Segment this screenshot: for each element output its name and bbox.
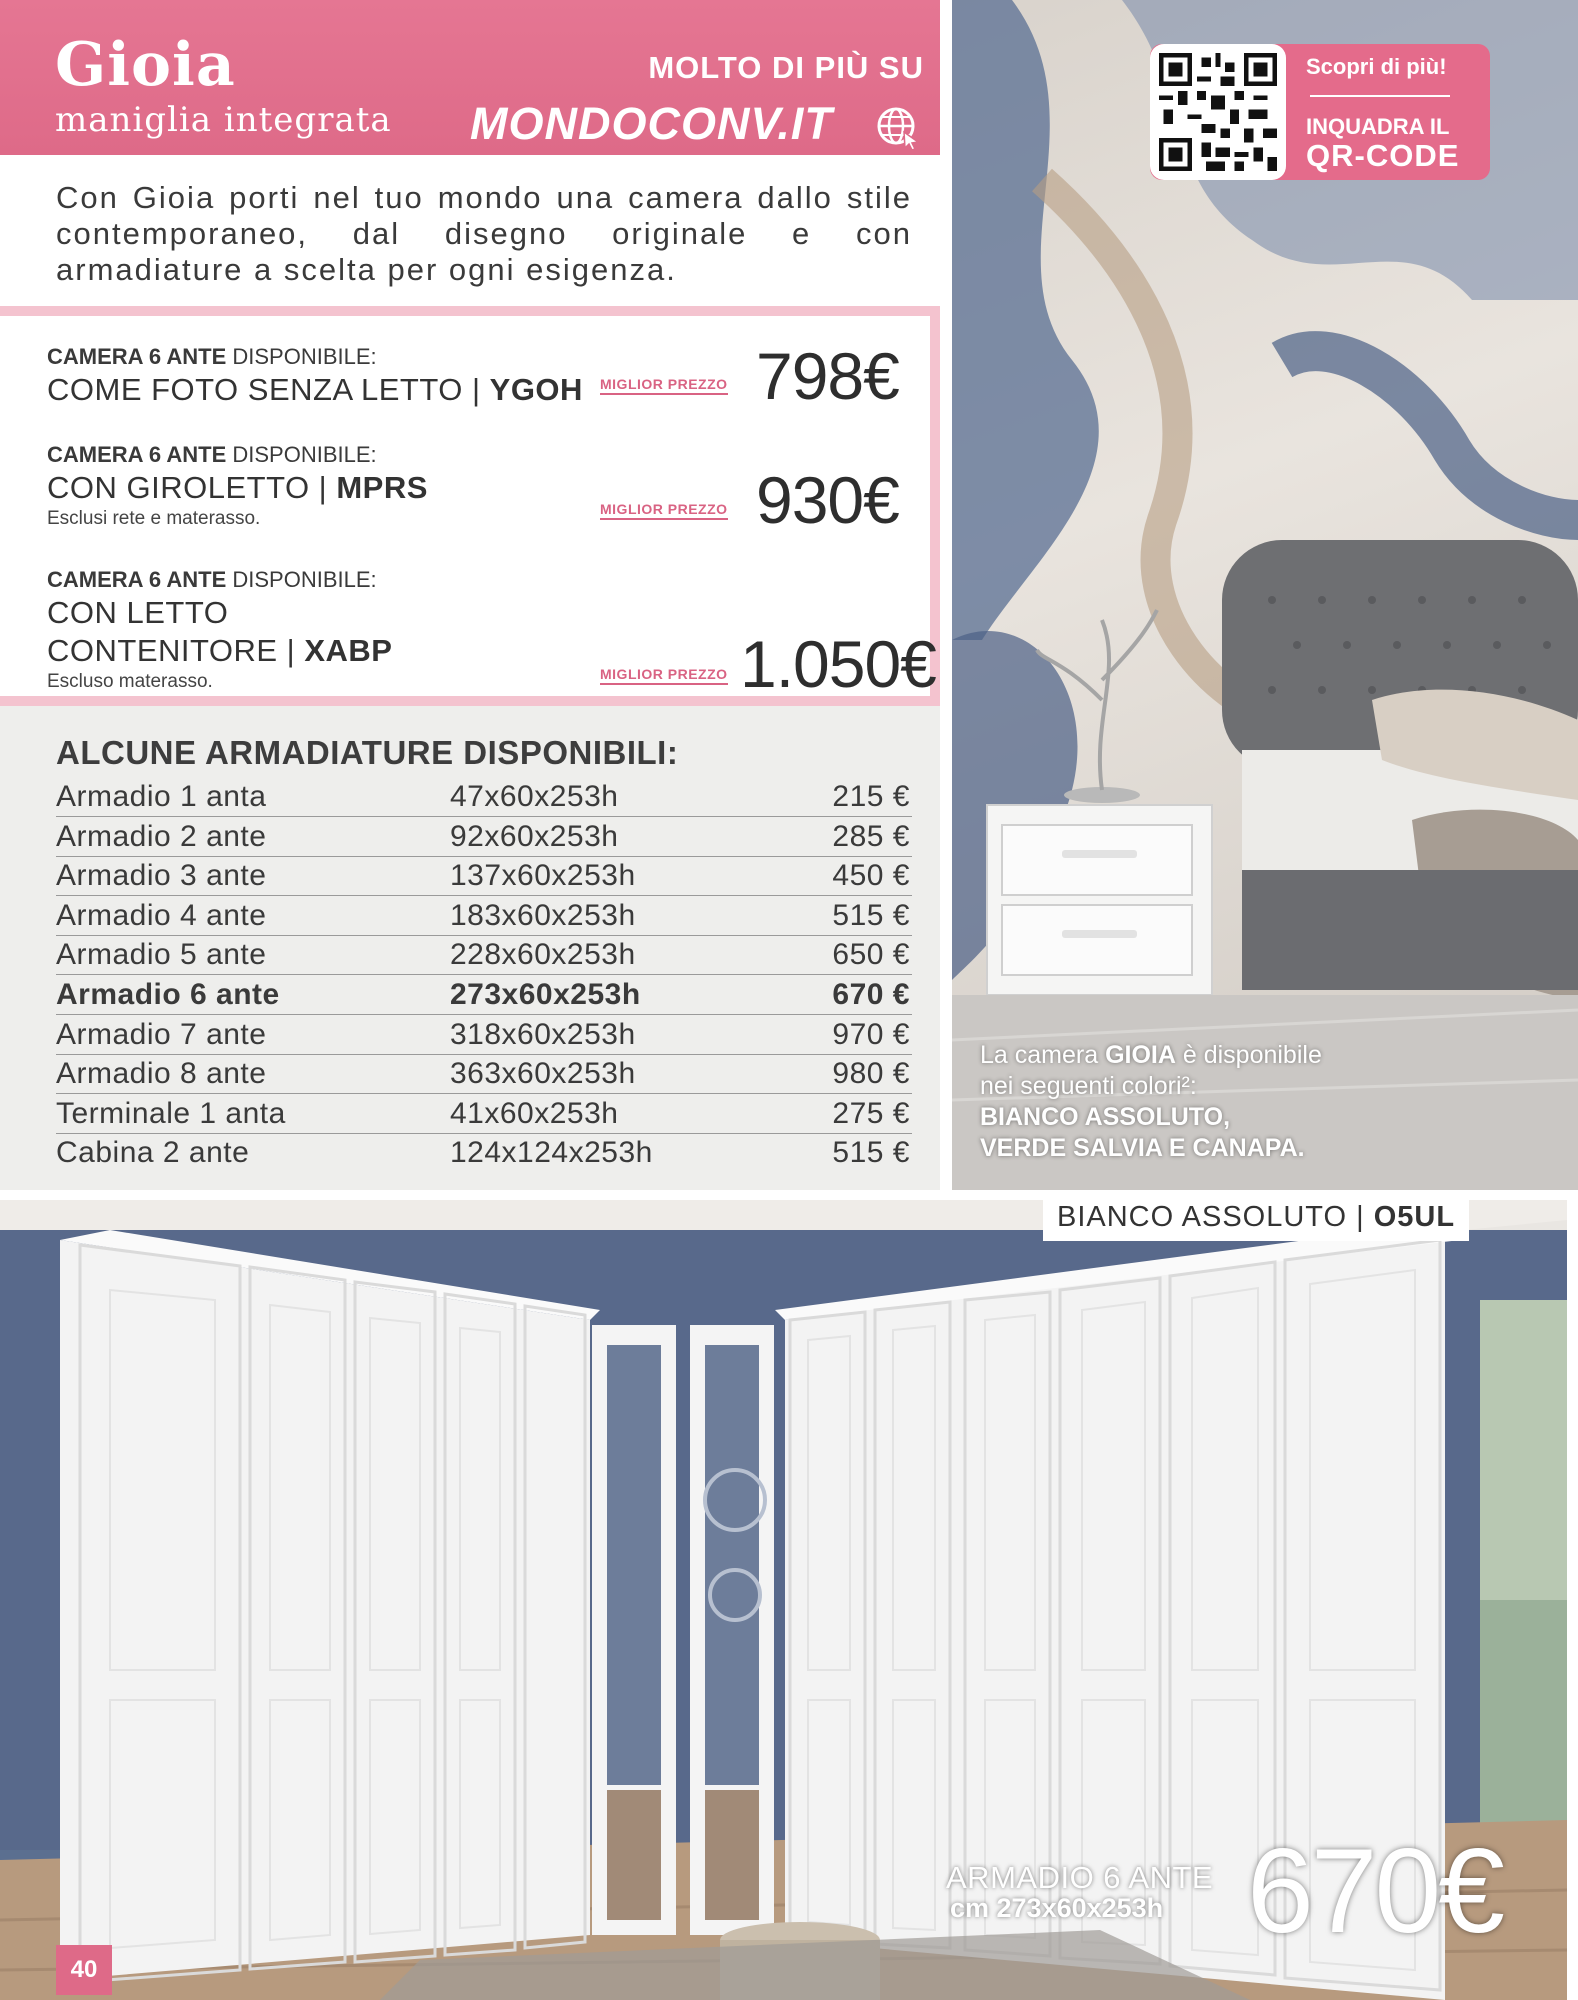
- table-row: [56, 1095, 912, 1134]
- intro-paragraph: Con Gioia porti nel tuo mondo una camera dallo stile contemporaneo, dal disegno originale e con armadiature a scelta per ogni esigenza.: [56, 180, 912, 287]
- wardrobe-price: 275 €: [832, 1096, 910, 1130]
- offer-note: Esclusi rete e materasso.: [47, 508, 261, 529]
- wardrobe-dims: 318x60x253h: [450, 1017, 636, 1051]
- wardrobe-name: Armadio 4 ante: [56, 898, 267, 932]
- wardrobe-name: Armadio 6 ante: [56, 978, 280, 1011]
- wardrobes-title: ALCUNE ARMADIATURE DISPONIBILI:: [56, 734, 679, 771]
- table-row: [56, 936, 912, 975]
- wardrobe-dims: 92x60x253h: [450, 819, 619, 853]
- offer-header: CAMERA 6 ANTE DISPONIBILE:: [47, 442, 377, 467]
- wardrobe-dims: 363x60x253h: [450, 1057, 636, 1091]
- qr-code-icon[interactable]: [1159, 53, 1277, 171]
- wardrobe-price: 980 €: [832, 1057, 910, 1091]
- wardrobe-dims: 228x60x253h: [450, 938, 636, 972]
- product-subtitle: maniglia integrata: [55, 100, 392, 140]
- wardrobe-price: 650 €: [832, 938, 910, 972]
- table-row: [56, 818, 912, 857]
- best-price-badge: MIGLIOR PREZZO: [600, 666, 728, 685]
- colors-note: La camera GIOIA è disponibile nei seguenti colori²: BIANCO ASSOLUTO, VERDE SALVIA E CANAPA.: [980, 1041, 1322, 1162]
- wardrobe-name: Terminale 1 anta: [56, 1096, 286, 1130]
- wardrobe-dims: 183x60x253h: [450, 898, 636, 932]
- wardrobe-dims: 47x60x253h: [450, 780, 619, 813]
- ad-product-dims: cm 273x60x253h: [950, 1893, 1164, 1923]
- qr-instruction-strong: QR-CODE: [1306, 138, 1460, 173]
- wardrobe-dims: 41x60x253h: [450, 1096, 619, 1130]
- wardrobe-price: 970 €: [832, 1017, 910, 1051]
- variant-label: BIANCO ASSOLUTO | O5UL: [1043, 1197, 1469, 1241]
- wardrobe-price: 515 €: [832, 898, 910, 932]
- wardrobe-name: Armadio 8 ante: [56, 1057, 267, 1091]
- wardrobe-dims: 137x60x253h: [450, 859, 636, 893]
- globe-click-icon: [874, 104, 922, 152]
- table-row: [56, 1016, 912, 1055]
- table-row: [56, 1134, 912, 1173]
- wardrobe-name: Cabina 2 ante: [56, 1136, 250, 1170]
- wardrobe-name: Armadio 2 ante: [56, 819, 267, 853]
- offer-description: COME FOTO SENZA LETTO | YGOH: [47, 372, 583, 407]
- table-row: [56, 778, 912, 817]
- wardrobe-price: 450 €: [832, 859, 910, 893]
- page-number: 40: [56, 1945, 112, 1995]
- offer-header: CAMERA 6 ANTE DISPONIBILE:: [47, 567, 377, 592]
- wardrobe-dims: 273x60x253h: [450, 978, 641, 1011]
- qr-instruction: INQUADRA IL: [1306, 114, 1450, 139]
- offer-header: CAMERA 6 ANTE DISPONIBILE:: [47, 344, 377, 369]
- site-link[interactable]: MONDOCONV.IT: [470, 98, 833, 149]
- wardrobe-dims: 124x124x253h: [450, 1136, 653, 1170]
- offer-note: Escluso materasso.: [47, 671, 213, 692]
- wardrobes-panel: [0, 706, 940, 1190]
- product-title: Gioia: [55, 30, 236, 100]
- wardrobe-price: 515 €: [832, 1136, 910, 1170]
- wardrobe-name: Armadio 3 ante: [56, 859, 267, 893]
- wardrobe-name: Armadio 7 ante: [56, 1017, 267, 1051]
- wardrobe-price: 215 €: [832, 780, 910, 813]
- offer-price: 930€: [756, 463, 899, 537]
- promo-text: MOLTO DI PIÙ SU: [648, 50, 924, 85]
- table-row: [56, 976, 912, 1015]
- offer-price: 798€: [756, 339, 899, 413]
- table-row: [56, 1055, 912, 1094]
- table-row: [56, 857, 912, 896]
- camera-offers-panel: [0, 306, 940, 706]
- offer-description: CON GIROLETTO | MPRS: [47, 470, 428, 505]
- wardrobe-price: 670 €: [832, 978, 910, 1011]
- offer-description-line1: CON LETTO: [47, 595, 229, 630]
- wardrobe-name: Armadio 5 ante: [56, 938, 267, 972]
- header-band: [0, 0, 940, 155]
- qr-divider: [1310, 95, 1450, 97]
- offer-price: 1.050€: [740, 627, 936, 701]
- best-price-badge: MIGLIOR PREZZO: [600, 376, 728, 395]
- wardrobe-name: Armadio 1 anta: [56, 780, 267, 813]
- wardrobe-left: [60, 1230, 600, 1982]
- best-price-badge: MIGLIOR PREZZO: [600, 501, 728, 520]
- ad-product-name: ARMADIO 6 ANTE: [946, 1860, 1214, 1895]
- wardrobe-price: 285 €: [832, 819, 910, 853]
- table-row: [56, 897, 912, 936]
- ad-price: 670€: [1247, 1824, 1502, 1958]
- offer-description-line2: CONTENITORE | XABP: [47, 633, 393, 668]
- qr-cta: Scopri di più!: [1306, 54, 1447, 79]
